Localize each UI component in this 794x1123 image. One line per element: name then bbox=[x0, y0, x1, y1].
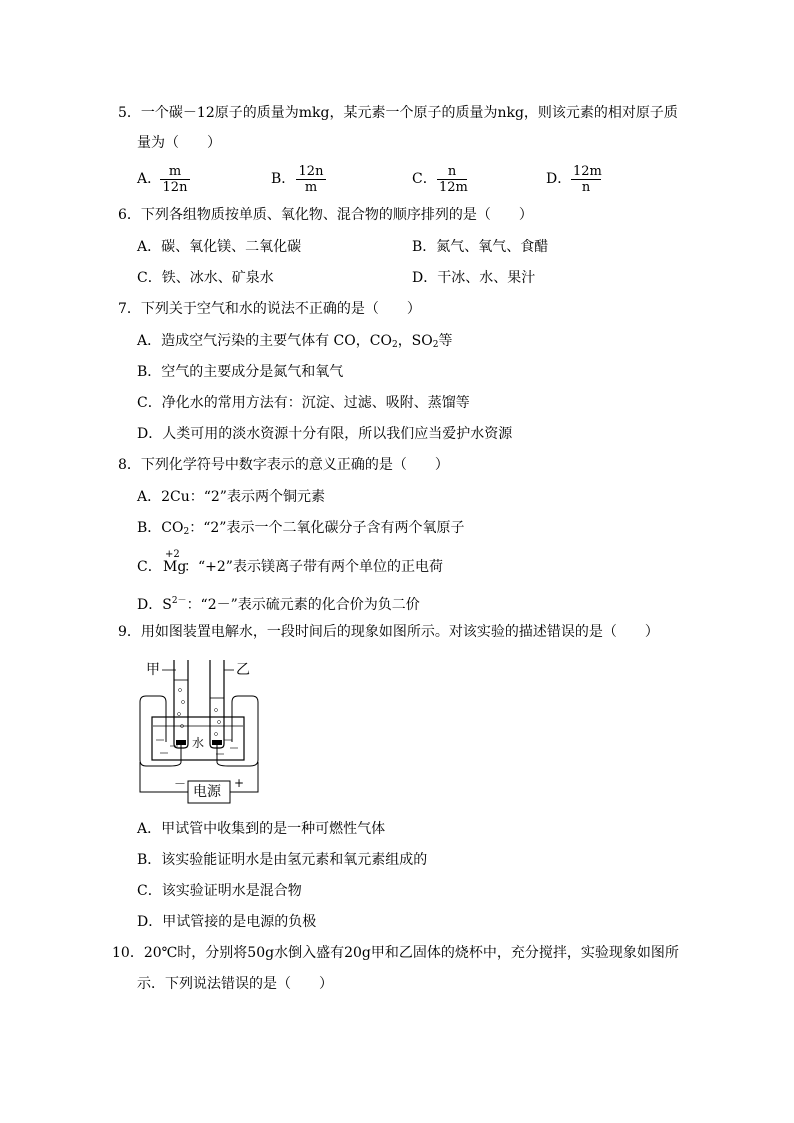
fraction bbox=[571, 164, 601, 195]
q9-option-b: B．该实验能证明水是由氢元素和氧元素组成的 bbox=[137, 852, 428, 868]
q8-option-b-text: ：“2”表示一个二氧化碳分子含有两个氧原子 bbox=[189, 520, 465, 536]
option-letter: B． bbox=[271, 171, 296, 187]
fraction-numerator: n bbox=[437, 164, 467, 180]
option-letter: C． bbox=[412, 171, 437, 187]
q8-option-b-text: B．CO bbox=[137, 520, 184, 536]
fraction bbox=[296, 164, 326, 195]
superscript: 2－ bbox=[171, 596, 187, 606]
subscript: 2 bbox=[183, 527, 190, 537]
q8-option-c-text: ：“+2”表示镁离子带有两个单位的正电荷 bbox=[184, 559, 443, 575]
option-letter: C． bbox=[137, 559, 162, 575]
right-tube-label: 乙 bbox=[236, 662, 250, 678]
power-source-label: 电源 bbox=[193, 784, 221, 800]
fraction bbox=[437, 164, 467, 195]
q5-stem-line1: 5．一个碳－12原子的质量为mkg，某元素一个原子的质量为nkg，则该元素的相对原子质 bbox=[118, 105, 678, 121]
right-wire-loop bbox=[217, 696, 258, 766]
left-wire-loop bbox=[140, 696, 181, 766]
q7-option-a-text: 等 bbox=[438, 333, 453, 349]
q6-option-d: D．干冰、水、果汁 bbox=[412, 270, 536, 286]
positive-terminal: + bbox=[234, 776, 245, 790]
q7-option-a bbox=[137, 332, 453, 354]
q9-option-a: A．甲试管中收集到的是一种可燃性气体 bbox=[137, 821, 386, 837]
q6-stem: 6．下列各组物质按单质、氧化物、混合物的顺序排列的是（ ） bbox=[118, 207, 533, 223]
element-symbol: Mg bbox=[163, 559, 187, 575]
q8-option-d bbox=[137, 592, 420, 614]
right-electrode bbox=[212, 740, 222, 745]
option-letter: D． bbox=[546, 171, 572, 187]
q8-option-d-text: ：“2－”表示硫元素的化合价为负二价 bbox=[186, 597, 420, 613]
q9-option-c: C．该实验证明水是混合物 bbox=[137, 883, 302, 899]
q7-stem: 7．下列关于空气和水的说法不正确的是（ ） bbox=[118, 301, 421, 317]
q8-option-d-text: D．S bbox=[137, 597, 172, 613]
q6-option-a: A．碳、氧化镁、二氧化碳 bbox=[137, 239, 302, 255]
subscript: 2 bbox=[432, 340, 439, 350]
q6-option-c: C．铁、冰水、矿泉水 bbox=[137, 270, 274, 286]
q7-option-d: D．人类可用的淡水资源十分有限，所以我们应当爱护水资源 bbox=[137, 426, 513, 442]
q7-option-a-text: ，SO bbox=[397, 333, 433, 349]
q8-option-a: A．2Cu：“2”表示两个铜元素 bbox=[137, 489, 325, 505]
fraction bbox=[160, 164, 190, 195]
fraction-numerator: 12m bbox=[573, 164, 602, 179]
q5-stem-line2: 量为（ ） bbox=[137, 135, 221, 151]
valence-charge: +2 bbox=[165, 549, 180, 560]
q7-option-b: B．空气的主要成分是氮气和氧气 bbox=[137, 364, 344, 380]
left-tube-label: 甲 bbox=[146, 662, 160, 678]
q8-stem: 8．下列化学符号中数字表示的意义正确的是（ ） bbox=[118, 457, 449, 473]
fraction-numerator: 12n bbox=[296, 164, 326, 180]
q10-stem-line1: 10．20℃时，分别将50g水倒入盛有20g甲和乙固体的烧杯中，充分搅拌，实验现象如图所 bbox=[112, 945, 679, 961]
left-electrode bbox=[176, 740, 186, 745]
fraction-denominator: 12n bbox=[162, 180, 188, 195]
fraction-numerator: m bbox=[160, 164, 190, 180]
subscript: 2 bbox=[391, 340, 398, 350]
fraction-denominator: n bbox=[581, 180, 591, 195]
left-test-tube bbox=[174, 660, 188, 748]
q7-option-a-text: A．造成空气污染的主要气体有 CO，CO bbox=[137, 333, 392, 349]
bubbles bbox=[178, 689, 221, 736]
fraction-denominator: 12m bbox=[439, 180, 468, 195]
option-letter: A． bbox=[137, 171, 162, 187]
electrolysis-figure bbox=[130, 650, 280, 810]
q9-stem: 9．用如图装置电解水，一段时间后的现象如图所示。对该实验的描述错误的是（ ） bbox=[118, 624, 659, 640]
q7-option-c: C．净化水的常用方法有：沉淀、过滤、吸附、蒸馏等 bbox=[137, 395, 470, 411]
q6-option-b: B．氮气、氧气、食醋 bbox=[412, 239, 549, 255]
water-label: 水 bbox=[192, 736, 205, 750]
fraction-denominator: m bbox=[304, 180, 318, 195]
negative-terminal: － bbox=[174, 777, 187, 791]
q8-option-b bbox=[137, 519, 464, 541]
q10-stem-line2: 示．下列说法错误的是（ ） bbox=[137, 976, 333, 992]
q9-option-d: D．甲试管接的是电源的负极 bbox=[137, 914, 317, 930]
